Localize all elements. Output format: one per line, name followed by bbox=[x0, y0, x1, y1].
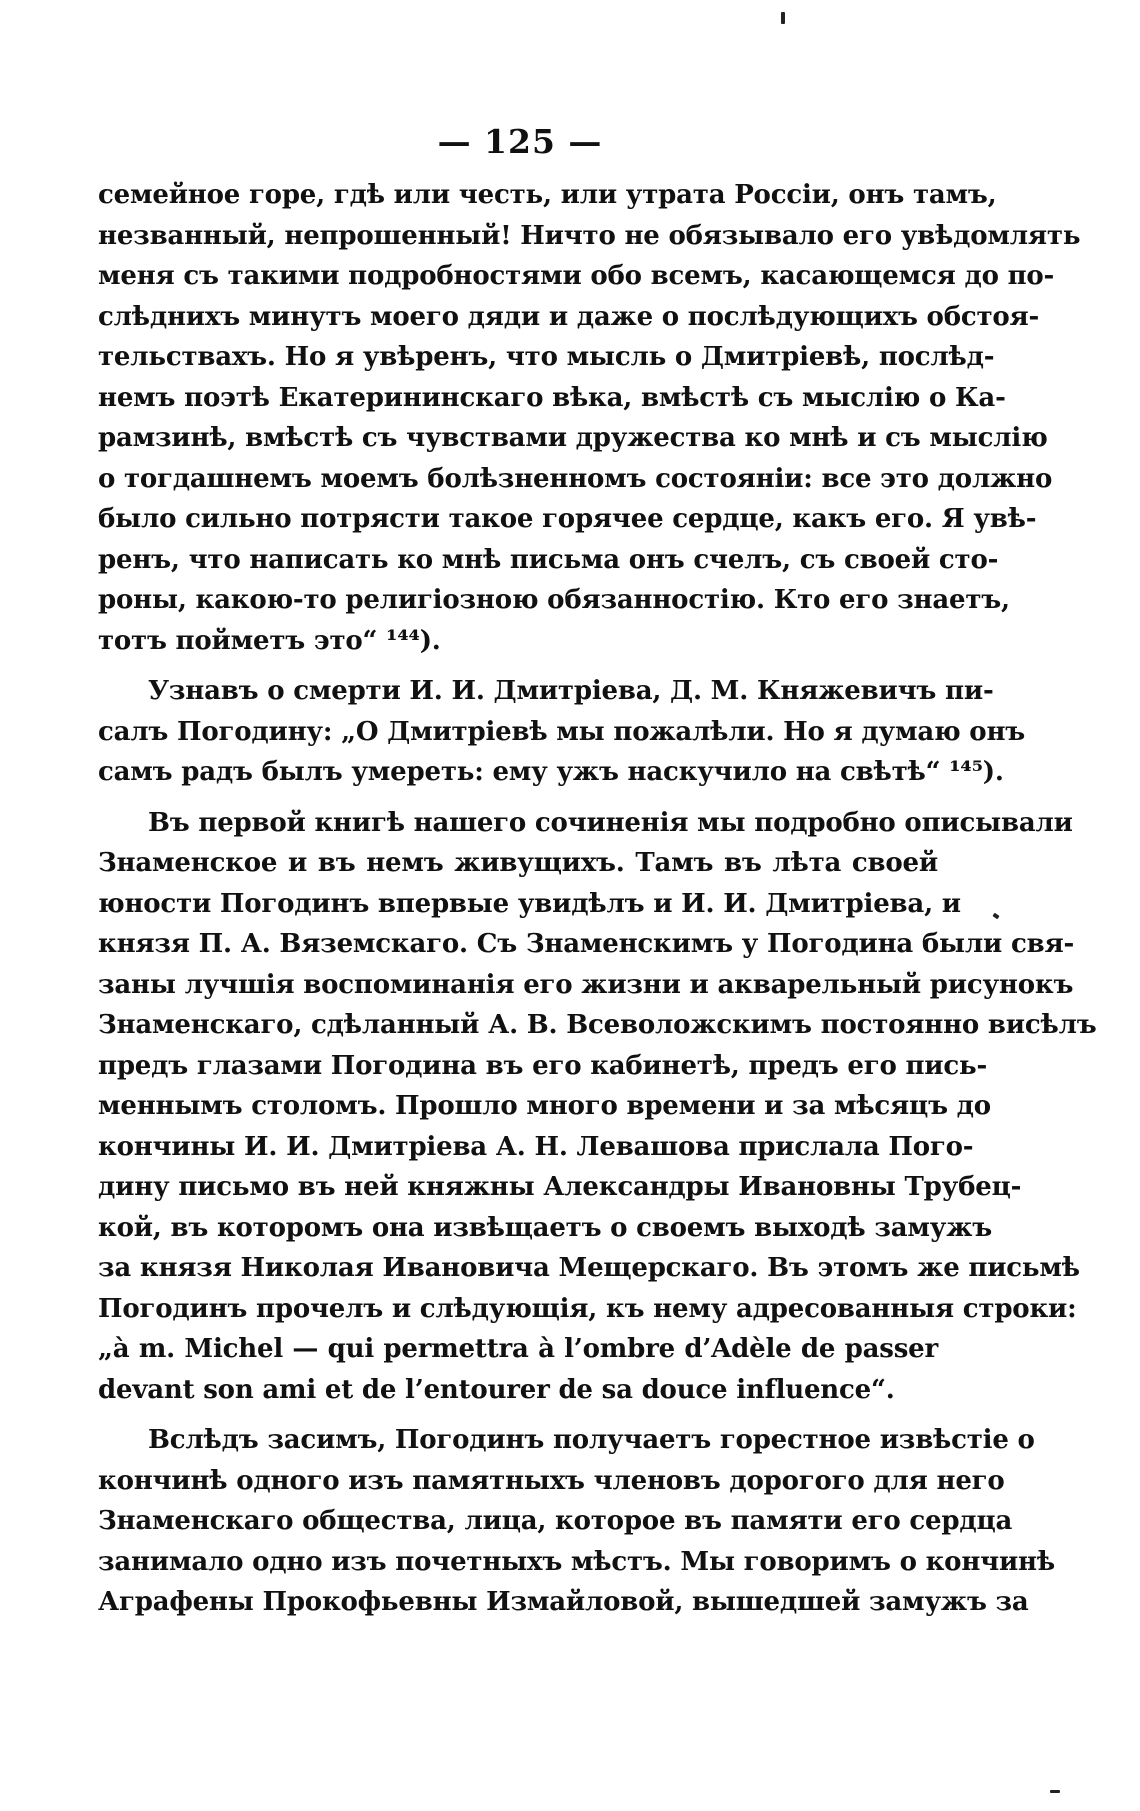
text-line: семейное горе, гдѣ или честь, или утрата Россіи, онъ тамъ, bbox=[98, 180, 997, 210]
text-line: „à m. Michel — qui permettra à l’ombre d’Adèle de passer bbox=[98, 1334, 938, 1364]
text-line: слѣднихъ минутъ моего дяди и даже о послѣдующихъ обстоя- bbox=[98, 301, 1040, 332]
text-line: Вслѣдъ засимъ, Погодинъ получаетъ горестное извѣстіе о bbox=[148, 1425, 1035, 1455]
text-line: ренъ, что написать ко мнѣ письма онъ счелъ, съ своей сто- bbox=[98, 544, 999, 575]
text-line: роны, какою-то религіозною обязанностію. Кто его знаетъ, bbox=[98, 585, 1010, 615]
text-line: Аграфены Прокофьевны Измайловой, вышедшей замужъ за bbox=[98, 1587, 1029, 1617]
scan-speck bbox=[1050, 1790, 1060, 1793]
text-line: тотъ пойметъ это“ ¹⁴⁴). bbox=[98, 625, 441, 656]
text-line: меня съ такими подробностями обо всемъ, касающемся до по- bbox=[98, 261, 1055, 291]
text-line: devant son ami et de l’entourer de sa douce influence“. bbox=[98, 1374, 895, 1405]
body-text bbox=[98, 175, 1097, 1623]
text-line: князя П. А. Вяземскаго. Съ Знаменскимъ у Погодина были свя- bbox=[98, 929, 1075, 959]
scan-speck bbox=[781, 12, 785, 24]
text-line: занимало одно изъ почетныхъ мѣстъ. Мы говоримъ о кончинѣ bbox=[98, 1546, 1055, 1577]
page-number: — 125 — bbox=[437, 122, 603, 161]
text-line: Знаменское и въ немъ живущихъ. Тамъ въ лѣта своей bbox=[98, 848, 938, 878]
text-line: предъ глазами Погодина въ его кабинетѣ, предъ его пись- bbox=[98, 1050, 988, 1081]
text-line: самъ радъ былъ умереть: ему ужъ наскучило на свѣтѣ“ ¹⁴⁵). bbox=[98, 757, 1004, 787]
text-line: юности Погодинъ впервые увидѣлъ и И. И. Дмитріева, и bbox=[98, 888, 961, 919]
text-line: Въ первой книгѣ нашего сочиненія мы подробно описывали bbox=[148, 807, 1073, 838]
text-line: рамзинѣ, вмѣстѣ съ чувствами дружества ко мнѣ и съ мыслію bbox=[98, 423, 1048, 453]
text-line: немъ поэтѣ Екатерининскаго вѣка, вмѣстѣ съ мыслію о Ка- bbox=[98, 382, 1006, 413]
text-line: дину письмо въ ней княжны Александры Ивановны Трубец- bbox=[98, 1172, 1022, 1202]
text-line: заны лучшія воспоминанія его жизни и акварельный рисунокъ bbox=[98, 969, 1074, 1000]
text-line: о тогдашнемъ моемъ болѣзненномъ состояніи: все это должно bbox=[98, 463, 1053, 494]
text-line: Узнавъ о смерти И. И. Дмитріева, Д. М. Княжевичъ пи- bbox=[148, 676, 994, 706]
text-line: за князя Николая Ивановича Мещерскаго. Въ этомъ же письмѣ bbox=[98, 1253, 1080, 1283]
text-line: кончинѣ одного изъ памятныхъ членовъ дорогого для него bbox=[98, 1465, 1005, 1496]
text-line: тельствахъ. Но я увѣренъ, что мысль о Дмитріевѣ, послѣд- bbox=[98, 342, 995, 372]
text-line: незванный, непрошенный! Ничто не обязывало его увѣдомлять bbox=[98, 220, 1081, 251]
text-line: салъ Погодину: „О Дмитріевѣ мы пожалѣли. Но я думаю онъ bbox=[98, 716, 1026, 747]
scan-speck bbox=[992, 913, 999, 920]
text-line: Знаменскаго, сдѣланный А. В. Всеволожскимъ постоянно висѣлъ bbox=[98, 1010, 1097, 1040]
text-line: Погодинъ прочелъ и слѣдующія, къ нему адресованныя строки: bbox=[98, 1293, 1077, 1324]
text-line: кончины И. И. Дмитріева А. Н. Левашова прислала Пого- bbox=[98, 1131, 974, 1162]
text-line: было сильно потрясти такое горячее сердце, какъ его. Я увѣ- bbox=[98, 504, 1037, 534]
text-line: кой, въ которомъ она извѣщаетъ о своемъ выходѣ замужъ bbox=[98, 1212, 993, 1243]
text-line: меннымъ столомъ. Прошло много времени и за мѣсяцъ до bbox=[98, 1091, 991, 1121]
text-line: Знаменскаго общества, лица, которое въ памяти его сердца bbox=[98, 1506, 1013, 1536]
